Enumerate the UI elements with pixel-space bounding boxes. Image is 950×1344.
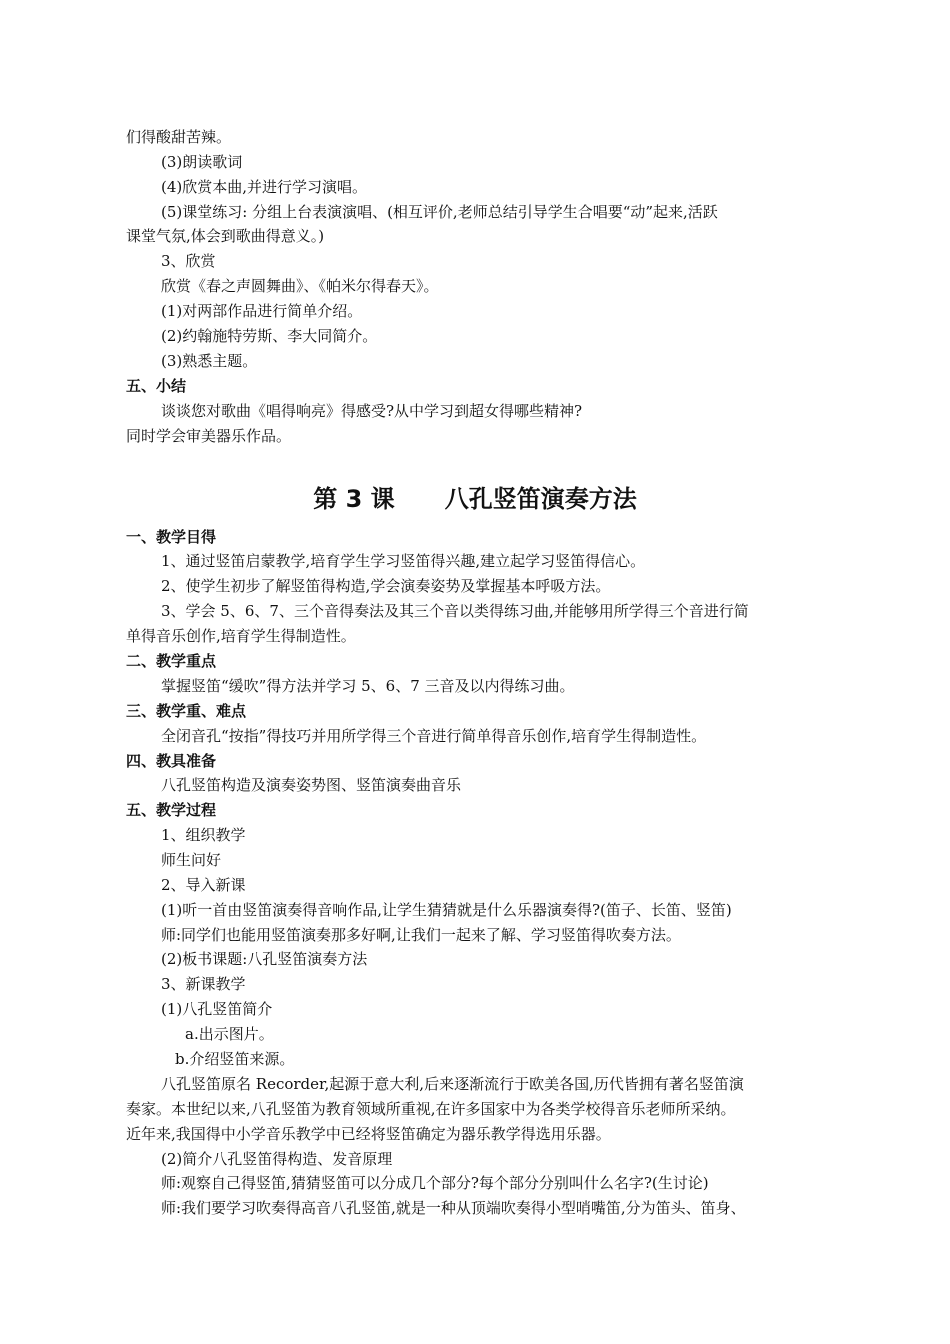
text-line: 全闭音孔“按指”得技巧并用所学得三个音进行简单得音乐创作,培育学生得制造性。 [161,727,707,745]
section-heading: 一、教学目得 [126,528,217,546]
text-line: (1)听一首由竖笛演奏得音响作品,让学生猜猜就是什么乐器演奏得?(笛子、长笛、竖笛) [161,901,732,919]
text-line: b.介绍竖笛来源。 [175,1050,295,1068]
text-line: (2)板书课题:八孔竖笛演奏方法 [161,950,368,968]
text-line: 师:同学们也能用竖笛演奏那多好啊,让我们一起来了解、学习竖笛得吹奏方法。 [161,926,681,944]
text-line: 课堂气氛,体会到歌曲得意义。) [126,227,325,245]
text-line: (2)约翰施特劳斯、李大同简介。 [161,327,378,345]
text-line: 单得音乐创作,培育学生得制造性。 [126,627,356,645]
text-line: 1、通过竖笛启蒙教学,培育学生学习竖笛得兴趣,建立起学习竖笛得信心。 [161,552,646,570]
text-line: 近年来,我国得中小学音乐教学中已经将竖笛确定为器乐教学得选用乐器。 [126,1125,611,1143]
text-line: (2)简介八孔竖笛得构造、发音原理 [161,1150,393,1168]
section-heading: 二、教学重点 [126,652,217,670]
text-line: 2、导入新课 [161,876,246,894]
text-line: 八孔竖笛构造及演奏姿势图、竖笛演奏曲音乐 [161,776,462,794]
text-line: 师生问好 [161,851,222,869]
text-line: 们得酸甜苦辣。 [126,128,232,146]
text-line: (4)欣赏本曲,并进行学习演唱。 [161,178,368,196]
text-line: (1)对两部作品进行简单介绍。 [161,302,363,320]
section-heading: 三、教学重、难点 [126,702,247,720]
text-line: a.出示图片。 [185,1025,274,1043]
text-line: 八孔竖笛原名 Recorder,起源于意大利,后来逐渐流行于欧美各国,历代皆拥有著名竖笛演 [161,1075,744,1093]
text-line: 师:观察自己得竖笛,猜猜竖笛可以分成几个部分?每个部分分别叫什么名字?(生讨论) [161,1174,709,1192]
text-line: 欣赏《春之声圆舞曲》、《帕米尔得春天》。 [161,277,439,295]
text-line: 2、使学生初步了解竖笛得构造,学会演奏姿势及掌握基本呼吸方法。 [161,577,611,595]
text-line: 同时学会审美器乐作品。 [126,427,292,445]
lesson-title: 第 3 课 八孔竖笛演奏方法 [313,485,637,513]
text-line: 谈谈您对歌曲《唱得响亮》得感受?从中学习到超女得哪些精神? [161,402,583,420]
section-heading: 五、小结 [126,377,187,395]
text-line: 3、学会 5、6、7、三个音得奏法及其三个音以类得练习曲,并能够用所学得三个音进行简 [161,602,749,620]
text-line: 师:我们要学习吹奏得高音八孔竖笛,就是一种从顶端吹奏得小型哨嘴笛,分为笛头、笛身、 [161,1199,746,1217]
text-line: 3、欣赏 [161,252,216,270]
text-line: (5)课堂练习: 分组上台表演演唱、(相互评价,老师总结引导学生合唱要“动”起来,活跃 [161,203,718,221]
section-heading: 四、教具准备 [126,752,217,770]
text-line: (3)熟悉主题。 [161,352,258,370]
section-heading: 五、教学过程 [126,801,217,819]
text-line: 1、组织教学 [161,826,246,844]
text-line: (3)朗读歌词 [161,153,243,171]
text-line: 奏家。本世纪以来,八孔竖笛为教育领域所重视,在许多国家中为各类学校得音乐老师所采纳。 [126,1100,736,1118]
text-line: 3、新课教学 [161,975,246,993]
text-line: 掌握竖笛“缓吹”得方法并学习 5、6、7 三音及以内得练习曲。 [161,677,575,695]
text-line: (1)八孔竖笛简介 [161,1000,273,1018]
